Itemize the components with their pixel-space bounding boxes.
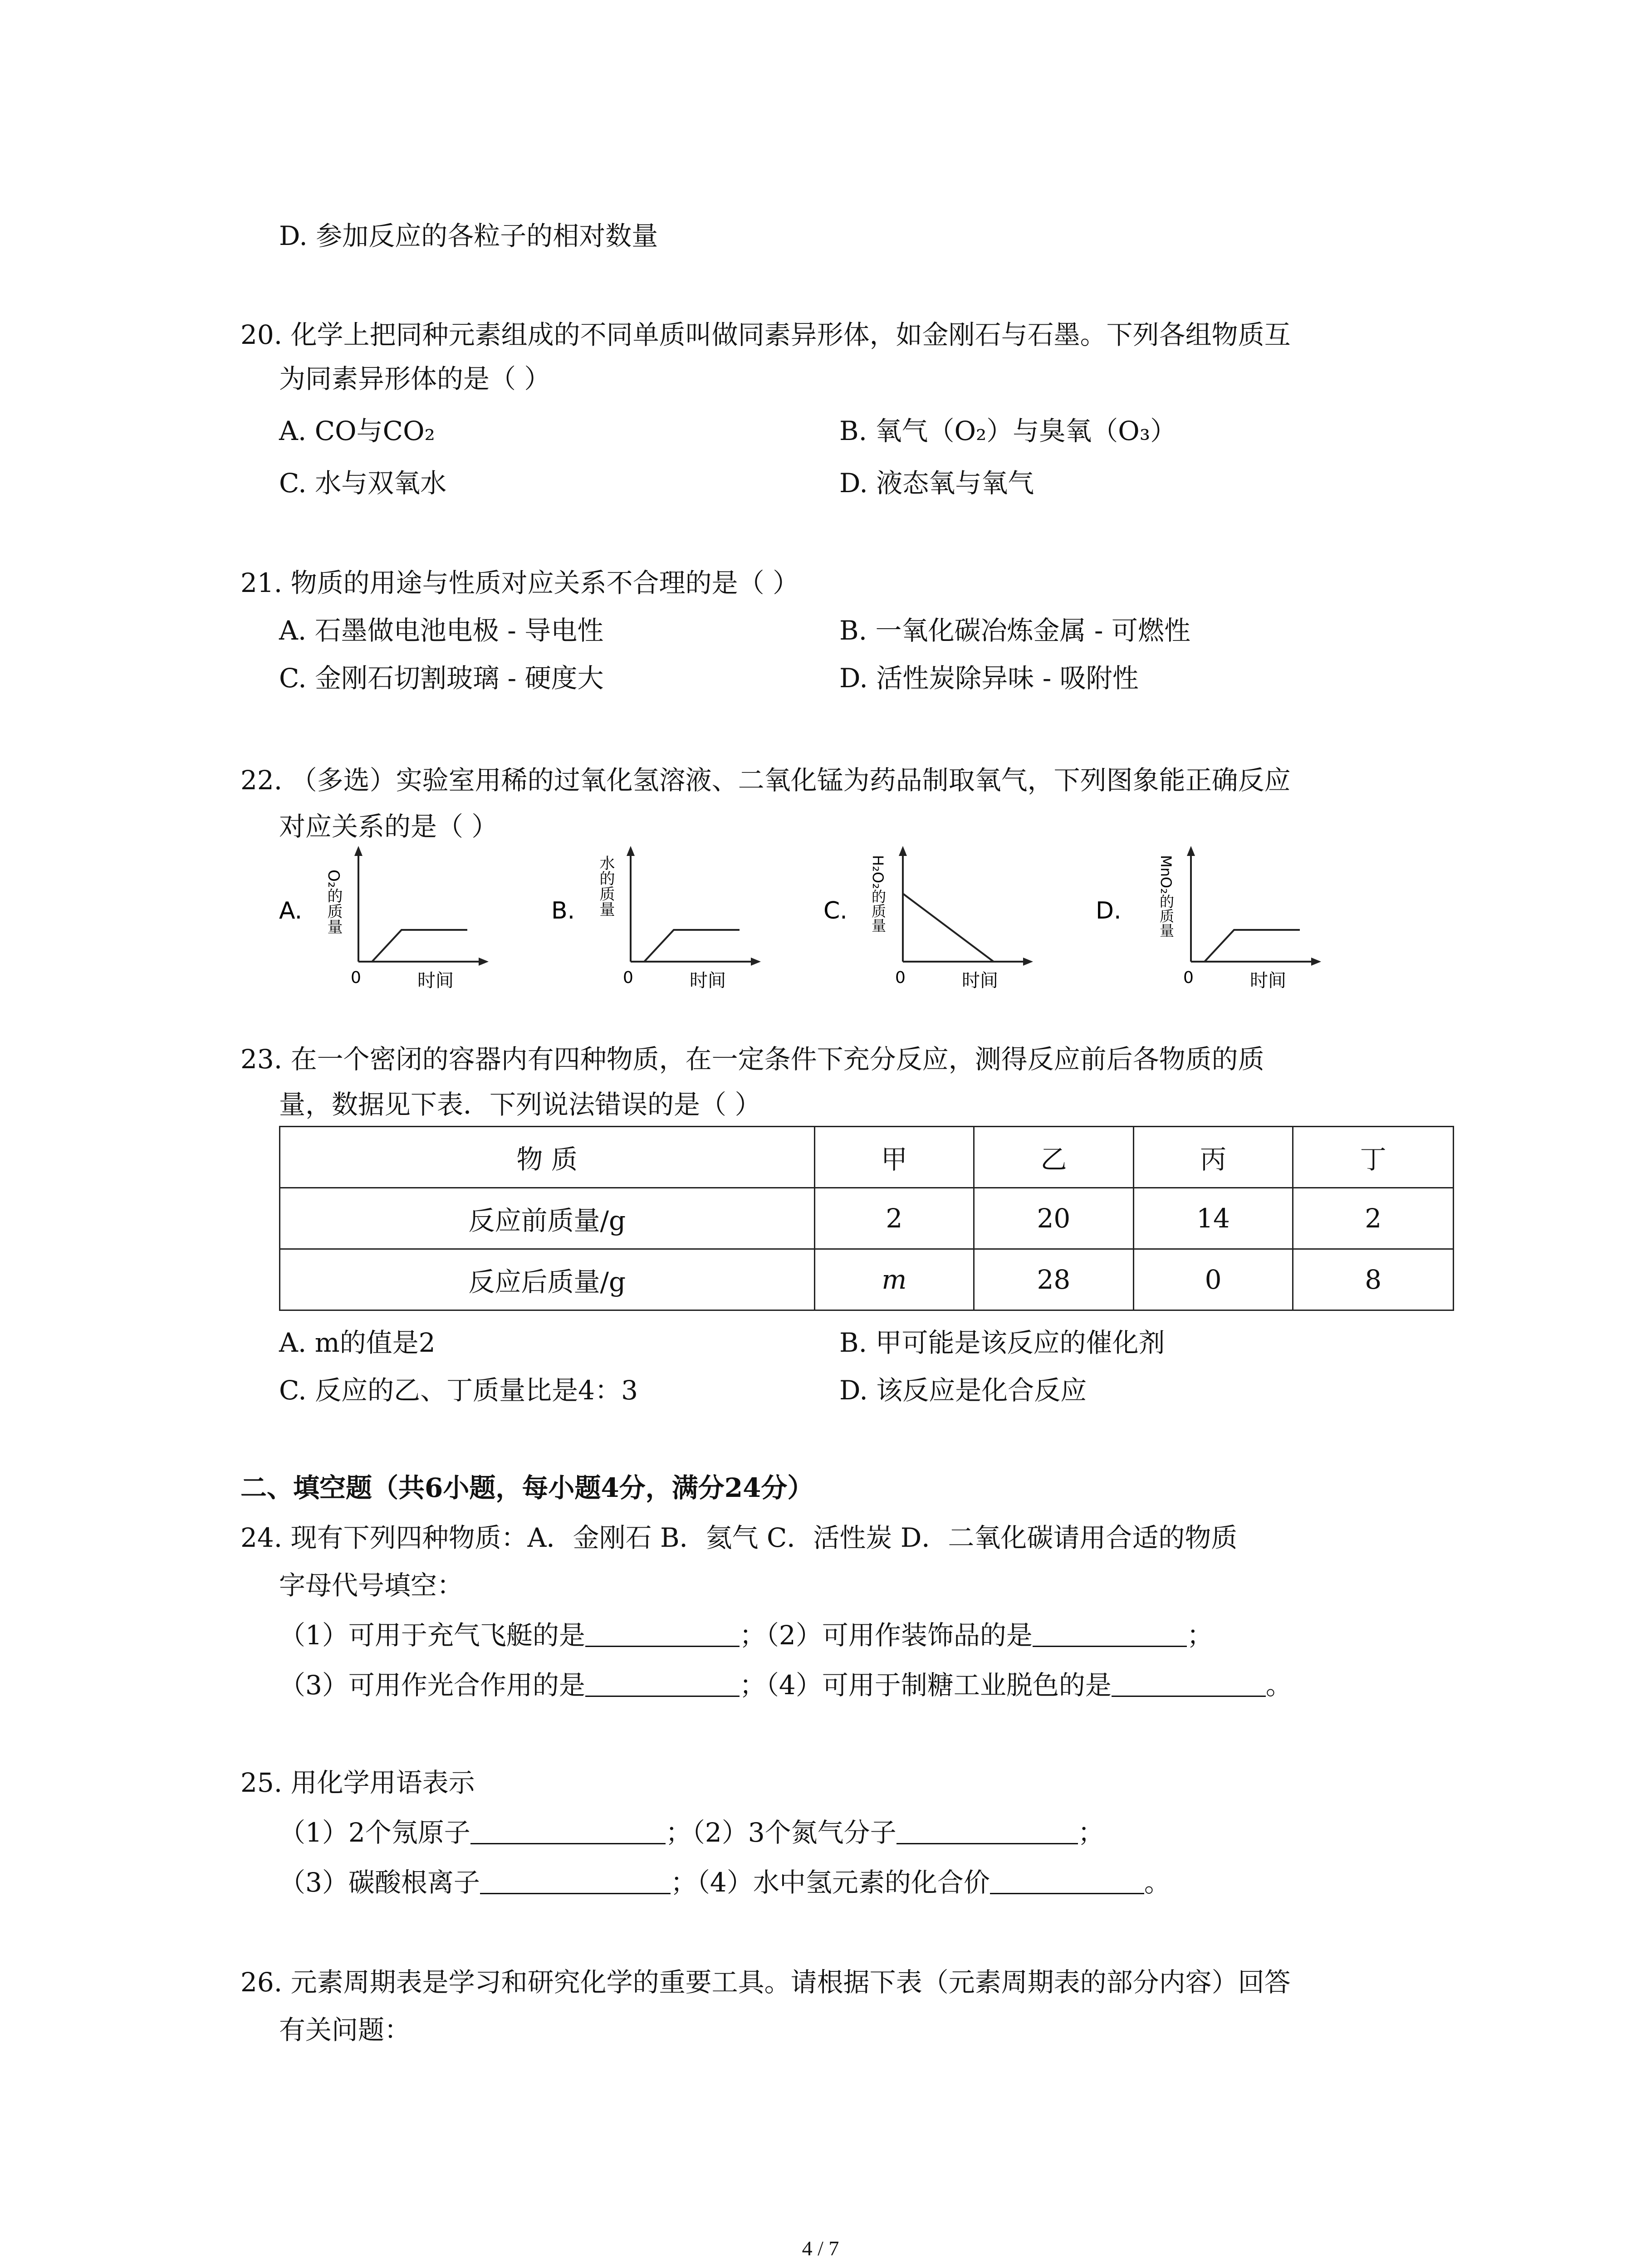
q25-answer2-blank[interactable]: [896, 1818, 1078, 1844]
graph-d-letter: D.: [1096, 897, 1122, 924]
graph-c-ylabel: H₂O₂的质量: [869, 855, 887, 933]
q25-part2-label: （2）3个氮气分子: [691, 1817, 896, 1848]
q25-answer4-blank[interactable]: [990, 1867, 1144, 1894]
q22-graph-c[interactable]: [823, 841, 1078, 996]
table-cell: 14: [1133, 1188, 1293, 1249]
graph-d-ylabel: MnO₂的质量: [1157, 855, 1175, 938]
q24-stem-line2: 字母代号填空：: [279, 1570, 464, 1601]
q20-option-d: D. 液态氧与氧气: [839, 468, 1034, 499]
table-cell: 2: [1293, 1188, 1454, 1249]
punct-semicolon: ；: [739, 1670, 766, 1701]
table-cell: 2: [814, 1188, 974, 1249]
graph-c-letter: C.: [823, 897, 847, 924]
q22-graph-b[interactable]: [551, 841, 805, 996]
q20-stem-line2: 为同素异形体的是（ ）: [279, 363, 551, 394]
table-header-cell: 物 质: [280, 1127, 815, 1188]
graph-b-xlabel: 时间: [690, 970, 726, 991]
table-cell: 8: [1293, 1249, 1454, 1310]
q25-part3-label: （3）碳酸根离子: [279, 1867, 480, 1898]
q24-answer1-blank[interactable]: [585, 1620, 740, 1647]
q24-row1: [279, 1617, 1213, 1653]
table-cell: 20: [974, 1188, 1134, 1249]
q22-stem-line1: 22. （多选）实验室用稀的过氧化氢溶液、二氧化锰为药品制取氧气，下列图象能正确反应: [240, 765, 1291, 796]
q24-part1-label: （1）可用于充气飞艇的是: [279, 1620, 585, 1651]
q26-stem-line1: 26. 元素周期表是学习和研究化学的重要工具。请根据下表（元素周期表的部分内容）回答: [240, 1967, 1291, 1998]
q21-option-d: D. 活性炭除异味 - 吸附性: [839, 663, 1139, 694]
q25-stem: 25. 用化学用语表示: [240, 1767, 475, 1798]
section2-title: 二、填空题（共6小题，每小题4分，满分24分）: [240, 1472, 814, 1503]
graph-a-letter: A.: [279, 897, 303, 924]
q24-answer3-blank[interactable]: [585, 1670, 740, 1697]
punct-period: 。: [1265, 1670, 1292, 1701]
q22-stem-line2: 对应关系的是（ ）: [279, 811, 498, 842]
graph-b-letter: B.: [551, 897, 575, 924]
punct-semicolon: ；: [1078, 1817, 1104, 1848]
table-cell: 0: [1133, 1249, 1293, 1310]
q23-option-b: B. 甲可能是该反应的催化剂: [839, 1327, 1165, 1358]
q20-option-b: B. 氧气（O₂）与臭氧（O₃）: [839, 415, 1177, 446]
q24-row2: [279, 1667, 1292, 1703]
table-row: [280, 1188, 1454, 1249]
q24-part2-label: （2）可用作装饰品的是: [765, 1620, 1033, 1651]
q25-row2: [279, 1864, 1171, 1901]
q25-answer1-blank[interactable]: [470, 1818, 666, 1844]
q23-table: [279, 1126, 1454, 1311]
q25-part4-label: （4）水中氢元素的化合价: [696, 1867, 990, 1898]
graph-d-xlabel: 时间: [1250, 970, 1286, 991]
q21-option-b: B. 一氧化碳冶炼金属 - 可燃性: [839, 615, 1190, 646]
punct-semicolon: ；: [670, 1867, 697, 1898]
q22-graph-d[interactable]: [1096, 841, 1368, 996]
q23-stem-line2: 量，数据见下表．下列说法错误的是（ ）: [279, 1089, 761, 1120]
q24-answer2-blank[interactable]: [1033, 1620, 1187, 1647]
q21-stem: 21. 物质的用途与性质对应关系不合理的是（ ）: [240, 567, 799, 598]
table-cell: 28: [974, 1249, 1134, 1310]
q21-option-c: C. 金刚石切割玻璃 - 硬度大: [279, 663, 604, 694]
graph-c-origin: 0: [895, 968, 906, 987]
q19-option-d: D. 参加反应的各粒子的相对数量: [279, 220, 658, 251]
q23-option-a: A. m的值是2: [279, 1327, 436, 1358]
table-cell: m: [814, 1249, 974, 1310]
table-header-cell: 丁: [1293, 1127, 1454, 1188]
q24-stem-line1: 24. 现有下列四种物质：A．金刚石 B．氦气 C．活性炭 D．二氧化碳请用合适的物质: [240, 1522, 1238, 1553]
graph-d-origin: 0: [1183, 968, 1194, 987]
punct-semicolon: ；: [665, 1817, 692, 1848]
q23-option-c: C. 反应的乙、丁质量比是4：3: [279, 1375, 638, 1406]
table-cell: 反应前质量/g: [280, 1188, 815, 1249]
graph-c-xlabel: 时间: [962, 970, 998, 991]
q20-option-a: A. CO与CO₂: [279, 415, 435, 446]
q25-part1-label: （1）2个氖原子: [279, 1817, 470, 1848]
punct-semicolon: ；: [1186, 1620, 1213, 1651]
q25-row1: [279, 1814, 1104, 1851]
punct-semicolon: ；: [739, 1620, 766, 1651]
q24-part3-label: （3）可用作光合作用的是: [279, 1670, 585, 1701]
punct-period: 。: [1144, 1867, 1171, 1898]
table-cell: 反应后质量/g: [280, 1249, 815, 1310]
graph-b-origin: 0: [623, 968, 633, 987]
graph-a-ylabel: O₂的质量: [324, 870, 343, 934]
q26-stem-line2: 有关问题：: [279, 2014, 411, 2045]
q24-part4-label: （4）可用于制糖工业脱色的是: [765, 1670, 1112, 1701]
graph-a-origin: 0: [351, 968, 361, 987]
graph-a-xlabel: 时间: [417, 970, 454, 991]
q20-option-c: C. 水与双氧水: [279, 468, 447, 499]
q22-graph-a[interactable]: [279, 841, 533, 996]
table-row: [280, 1249, 1454, 1310]
graph-b-ylabel: 水的质量: [597, 855, 615, 917]
q21-option-a: A. 石墨做电池电极 - 导电性: [279, 615, 604, 646]
q23-option-d: D. 该反应是化合反应: [839, 1375, 1087, 1406]
table-header-cell: 乙: [974, 1127, 1134, 1188]
q23-stem-line1: 23. 在一个密闭的容器内有四种物质，在一定条件下充分反应，测得反应前后各物质的质: [240, 1044, 1264, 1075]
q20-stem-line1: 20. 化学上把同种元素组成的不同单质叫做同素异形体，如金刚石与石墨。下列各组物质互: [240, 319, 1291, 350]
table-header-cell: 甲: [814, 1127, 974, 1188]
q25-answer3-blank[interactable]: [480, 1867, 671, 1894]
q24-answer4-blank[interactable]: [1112, 1670, 1266, 1697]
table-row: [280, 1127, 1454, 1188]
table-header-cell: 丙: [1133, 1127, 1293, 1188]
page-number: 4 / 7: [802, 2237, 839, 2260]
